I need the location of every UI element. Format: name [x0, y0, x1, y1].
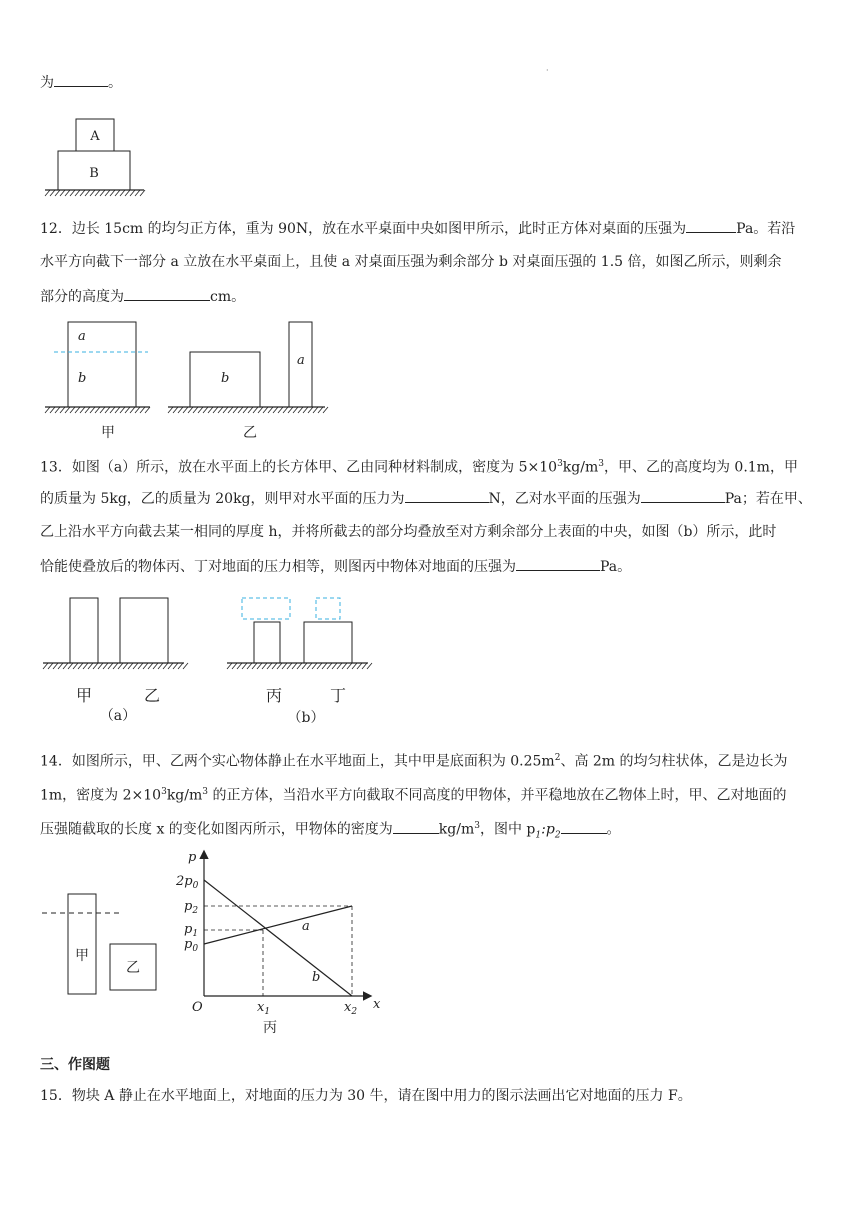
ground-hatch	[168, 663, 173, 669]
ground-hatch	[218, 407, 223, 413]
ground-hatch	[50, 190, 55, 196]
ground-hatch	[347, 663, 352, 669]
ground-hatch	[297, 663, 302, 669]
ground-hatch	[90, 407, 95, 413]
ground-hatch	[263, 407, 268, 413]
ground-hatch	[237, 663, 242, 669]
ground-hatch	[90, 190, 95, 196]
ground-hatch	[243, 407, 248, 413]
ground-hatch	[367, 663, 372, 669]
ground-hatch	[233, 407, 238, 413]
ground-hatch	[282, 663, 287, 669]
q13-blank-1	[405, 488, 489, 503]
ground-hatch	[323, 407, 328, 413]
ground-hatch	[45, 190, 50, 196]
ground-hatch	[362, 663, 367, 669]
block-a-label: A	[90, 129, 100, 144]
ground-hatch	[95, 190, 100, 196]
stray-dot: ·	[546, 66, 549, 75]
line-b-label: b	[312, 970, 321, 985]
ground-hatch	[125, 407, 130, 413]
ground-hatch	[288, 407, 293, 413]
figure-q14-blocks	[40, 890, 170, 1000]
ground-hatch	[143, 663, 148, 669]
ground-hatch	[292, 663, 297, 669]
label-yi-14: 乙	[126, 960, 140, 976]
ground-hatch	[60, 407, 65, 413]
ground-hatch	[352, 663, 357, 669]
ground-hatch	[267, 663, 272, 669]
ground-hatch	[173, 663, 178, 669]
ground-hatch	[128, 663, 133, 669]
caption-jia-13: 甲	[75, 686, 93, 705]
ground-hatch	[252, 663, 257, 669]
ground-hatch	[183, 407, 188, 413]
ground-hatch	[120, 407, 125, 413]
ground-hatch	[130, 190, 135, 196]
q14-blank-2	[561, 819, 607, 834]
ground-hatch	[163, 663, 168, 669]
ground-hatch	[93, 663, 98, 669]
q15-text: 15．物块 A 静止在水平地面上，对地面的压力为 30 牛，请在图中用力的图示法画出它对地面的压力 F。	[40, 1088, 692, 1104]
ground-hatch	[130, 407, 135, 413]
label-b-yi: b	[221, 371, 230, 386]
ground-hatch	[138, 663, 143, 669]
q12-line2: 水平方向截下一部分 a 立放在水平桌面上，且使 a 对桌面压强为剩余部分 b 对桌面压强的 1.5 倍，如图乙所示，则剩余	[40, 254, 782, 270]
ground-hatch	[342, 663, 347, 669]
figure-q13	[40, 592, 380, 727]
ground-hatch	[277, 663, 282, 669]
ground-hatch	[73, 663, 78, 669]
q14-blank-1	[393, 819, 439, 834]
ground-hatch	[322, 663, 327, 669]
ground-hatch	[65, 190, 70, 196]
ground-hatch	[113, 663, 118, 669]
ground-hatch	[327, 663, 332, 669]
ground-hatch	[118, 663, 123, 669]
ground-hatch	[258, 407, 263, 413]
figure-q14-graph	[170, 848, 390, 1043]
ground-hatch	[303, 407, 308, 413]
ground-hatch	[257, 663, 262, 669]
ground-hatch	[85, 407, 90, 413]
ground-hatch	[232, 663, 237, 669]
caption-yi-13: 乙	[143, 686, 161, 705]
q14-line3: 压强随截取的长度 x 的变化如图丙所示，甲物体的密度为 $kg/m^3$，图中 $p_1:p_2$ 。	[40, 816, 621, 845]
answer-blank	[54, 72, 108, 87]
ground-hatch	[65, 407, 70, 413]
ground-hatch	[332, 663, 337, 669]
axis-p-label: p	[188, 850, 197, 865]
q12-blank-1	[686, 218, 736, 233]
ground-hatch	[307, 663, 312, 669]
ground-hatch	[133, 663, 138, 669]
ground-hatch	[85, 190, 90, 196]
ground-hatch	[213, 407, 218, 413]
ground-hatch	[208, 407, 213, 413]
ground-hatch	[278, 407, 283, 413]
tick-p2: $p_2$	[184, 899, 199, 916]
ground-hatch	[70, 190, 75, 196]
ground-hatch	[135, 407, 140, 413]
ground-hatch	[318, 407, 323, 413]
q13-line1: 13．如图（a）所示，放在水平面上的长方体甲、乙由同种材料制成，密度为 $5\times 10^3kg/m^3$，甲、乙的高度均为 0.1m，甲	[40, 459, 798, 476]
ground-hatch	[68, 663, 73, 669]
ground-hatch	[268, 407, 273, 413]
block-b-label: B	[89, 166, 99, 181]
caption-jia: 甲	[101, 425, 115, 441]
ground-hatch	[313, 407, 318, 413]
q12-line3: 部分的高度为 cm。	[40, 286, 245, 307]
ground-hatch	[168, 407, 173, 413]
ground-hatch	[223, 407, 228, 413]
ground-hatch	[248, 407, 253, 413]
ground-hatch	[188, 407, 193, 413]
ground-hatch	[145, 407, 150, 413]
ground-hatch	[78, 663, 83, 669]
ground-hatch	[110, 407, 115, 413]
caption-yi: 乙	[243, 425, 257, 441]
ground-hatch	[302, 663, 307, 669]
ground-hatch	[123, 663, 128, 669]
ground-hatch	[115, 407, 120, 413]
ground-hatch	[317, 663, 322, 669]
tick-x1: $x_1$	[257, 1000, 271, 1017]
ground-hatch	[247, 663, 252, 669]
figure-stacked-blocks	[40, 115, 150, 200]
ground-hatch	[227, 663, 232, 669]
ground-hatch	[337, 663, 342, 669]
caption-a-13: （a）	[99, 708, 137, 724]
ground-hatch	[120, 190, 125, 196]
ground-hatch	[203, 407, 208, 413]
ground-hatch	[183, 663, 188, 669]
ground-hatch	[100, 407, 105, 413]
ground-hatch	[312, 663, 317, 669]
label-a-jia: a	[78, 329, 86, 344]
caption-bing-14: 丙	[263, 1020, 277, 1036]
q13-blank-3	[516, 556, 600, 571]
ground-hatch	[283, 407, 288, 413]
caption-b-13: （b）	[287, 710, 325, 726]
ground-hatch	[298, 407, 303, 413]
ground-hatch	[148, 663, 153, 669]
ground-hatch	[135, 190, 140, 196]
ground-hatch	[98, 663, 103, 669]
ground-hatch	[272, 663, 277, 669]
origin-label: O	[192, 1000, 203, 1015]
ground-hatch	[83, 663, 88, 669]
ground-hatch	[153, 663, 158, 669]
ground-hatch	[105, 407, 110, 413]
ground-hatch	[48, 663, 53, 669]
ground-hatch	[45, 407, 50, 413]
label-b-jia: b	[78, 371, 87, 386]
figure-q12	[40, 318, 330, 443]
ground-hatch	[253, 407, 258, 413]
section-heading: 三、作图题	[40, 1057, 110, 1073]
ground-hatch	[105, 190, 110, 196]
caption-ding-13: 丁	[329, 686, 347, 705]
ground-hatch	[158, 663, 163, 669]
q14-line2: 1m，密度为 $2\times 10^3kg/m^3$ 的正方体，当沿水平方向截取不同高度的甲物体，并平稳地放在乙物体上时，甲、乙对地面的	[40, 787, 787, 804]
ground-hatch	[43, 663, 48, 669]
ground-hatch	[88, 663, 93, 669]
ground-hatch	[238, 407, 243, 413]
ground-hatch	[228, 407, 233, 413]
caption-bing-13: 丙	[265, 686, 283, 705]
ground-hatch	[173, 407, 178, 413]
q13-line4: 恰能使叠放后的物体丙、丁对地面的压力相等，则图丙中物体对地面的压强为 Pa。	[40, 556, 631, 577]
ground-hatch	[273, 407, 278, 413]
ground-hatch	[75, 407, 80, 413]
ground-hatch	[198, 407, 203, 413]
ground-hatch	[55, 407, 60, 413]
ground-hatch	[242, 663, 247, 669]
ground-hatch	[125, 190, 130, 196]
ground-hatch	[308, 407, 313, 413]
tick-p0: $p_0$	[184, 937, 199, 954]
ground-hatch	[357, 663, 362, 669]
q13-line3: 乙上沿水平方向截去某一相同的厚度 h，并将所截去的部分均叠放至对方剩余部分上表面的中央，如图（b）所示，此时	[40, 524, 777, 540]
ground-hatch	[178, 407, 183, 413]
ground-hatch	[70, 407, 75, 413]
ground-hatch	[178, 663, 183, 669]
ground-hatch	[193, 407, 198, 413]
ground-hatch	[100, 190, 105, 196]
ground-hatch	[55, 190, 60, 196]
label-a-yi: a	[297, 353, 305, 368]
ground-hatch	[50, 407, 55, 413]
ground-hatch	[95, 407, 100, 413]
ground-hatch	[262, 663, 267, 669]
tick-x2: $x_2$	[344, 1000, 358, 1017]
top-line: 为 。	[40, 72, 122, 93]
q12-blank-2	[124, 286, 210, 301]
ground-hatch	[110, 190, 115, 196]
ground-hatch	[53, 663, 58, 669]
ground-hatch	[115, 190, 120, 196]
ground-hatch	[287, 663, 292, 669]
ground-hatch	[103, 663, 108, 669]
ground-hatch	[75, 190, 80, 196]
ground-hatch	[140, 190, 145, 196]
ground-hatch	[80, 190, 85, 196]
q13-blank-2	[641, 488, 725, 503]
line-a-label: a	[302, 919, 310, 934]
ground-hatch	[58, 663, 63, 669]
axis-x-label: x	[373, 997, 381, 1012]
ground-hatch	[293, 407, 298, 413]
ground-hatch	[80, 407, 85, 413]
ground-hatch	[108, 663, 113, 669]
label-jia-14: 甲	[75, 948, 89, 964]
ground-hatch	[60, 190, 65, 196]
q13-line2: 的质量为 5kg，乙的质量为 20kg，则甲对水平面的压力为 N，乙对水平面的压强为 Pa；若在甲、	[40, 488, 812, 509]
q12-line1: 12．边长 15cm 的均匀正方体，重为 90N，放在水平桌面中央如图甲所示，此时正方体对桌面的压强为 Pa。若沿	[40, 218, 795, 239]
ground-hatch	[140, 407, 145, 413]
ground-hatch	[63, 663, 68, 669]
q14-line1: 14．如图所示，甲、乙两个实心物体静止在水平地面上，其中甲是底面积为 $0.25m^2$、高 2m 的均匀柱状体，乙是边长为	[40, 753, 788, 770]
tick-2p0: $2p_0$	[176, 874, 199, 891]
tick-p1: $p_1$	[184, 922, 199, 939]
